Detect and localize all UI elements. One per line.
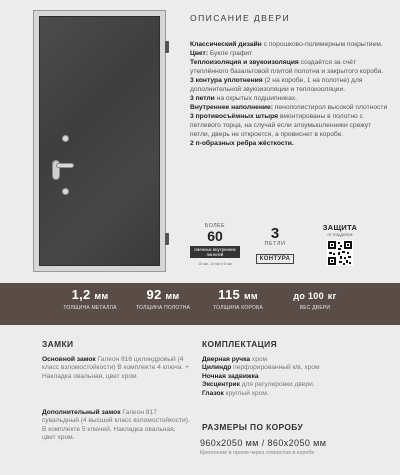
kit-title: КОМПЛЕКТАЦИЯ: [202, 339, 277, 349]
spec-leaf: 92 мм ТОЛЩИНА ПОЛОТНА: [135, 287, 191, 311]
description-item: 3 контура уплотнения (2 на коробе, 1 на полотне) для дополнительной звукоизоляции и теплоизоляции.: [190, 77, 363, 93]
kit-list: [202, 356, 377, 398]
description-item: Классический дизайн с порошково-полимерным покрытием.: [190, 41, 383, 48]
description-item: Цвет: Букле графит: [190, 50, 253, 57]
hinge-icon: [165, 233, 169, 245]
bottom-section: [0, 325, 400, 475]
kit-item: Цилиндр перфорированный к/в, хром: [202, 364, 320, 372]
qr-code-icon: [327, 240, 353, 266]
description-item: 3 петли на скрытых подшипниках.: [190, 95, 298, 102]
main-lock-text: Основной замок Галеон 816 цилиндровый (4 класс взломостойкости) В комплекте 4 ключа. + Накладка овальная, цвет хром.: [42, 356, 189, 380]
description-item: 2 п-образных ребра жёсткости.: [190, 140, 294, 147]
description-item: Теплоизоляция и звукоизоляция создаётся за счёт утеплённого базальтовой плитой полотна и закрытого короба.: [190, 59, 384, 75]
description-item: Внутреннее наполнение: пенополистирол высокой плотности: [190, 104, 388, 111]
hinge-icon: [165, 41, 169, 53]
protection-title: ЗАЩИТА: [322, 223, 358, 232]
feature-badges: [190, 223, 390, 271]
panels-badge: [190, 223, 240, 271]
hinges-badge: [250, 223, 300, 271]
description-list: [190, 40, 390, 148]
locks-title: ЗАМКИ: [42, 339, 74, 349]
hinges-badge-box: КОНТУРА: [256, 254, 295, 264]
protection-sub: от подделок: [327, 232, 353, 237]
kit-item: Ночная задвижка: [202, 372, 259, 380]
door-frame: [33, 10, 166, 272]
spec-metal: 1,2 мм ТОЛЩИНА МЕТАЛЛА: [63, 287, 117, 311]
extra-lock-text: Дополнительный замок Галеон 817 сувальдный (4 высший класс взломостойкости). В комплекте 5 ключей. Накладка овальная, цвет хром.: [42, 409, 190, 442]
kit-item: Глазок круглый хром.: [202, 389, 269, 397]
panels-badge-value: 60: [207, 228, 223, 244]
specs-band: [0, 283, 400, 325]
sizes-title: РАЗМЕРЫ ПО КОРОБУ: [202, 422, 304, 432]
door-handle-icon: [56, 163, 74, 168]
kit-item: Эксцентрик для регулировки двери.: [202, 381, 315, 389]
description-item: 3 противосъёмных штыря вмонтированы в полотно с петлевого торца, на случай если злоумышленники срежут петли, дверь не откроется, а провиснет в коробе.: [190, 113, 372, 138]
lower-lock-icon: [62, 188, 69, 195]
sizes-value: 960х2050 мм / 860х2050 мм: [200, 438, 327, 448]
door-leaf: [39, 16, 160, 266]
panels-badge-label: сменных внутренних панелей: [190, 246, 240, 258]
kit-item: Дверная ручка хром: [202, 356, 268, 363]
protection-badge: [310, 223, 370, 271]
panels-badge-note: 16 мм, 10 мм и 8 мм: [198, 262, 232, 266]
hinges-badge-label: ПЕТЛИ: [264, 241, 286, 247]
spec-frame: 115 мм ТОЛЩИНА КОРОБА: [213, 287, 263, 311]
spec-weight: до 100 кг ВЕС ДВЕРИ: [293, 291, 337, 311]
sizes-block: [200, 438, 326, 456]
sizes-note: Крепление в проем через отверстия в коробе: [200, 450, 315, 456]
panels-badge-top: БОЛЕЕ: [204, 223, 226, 229]
hinges-badge-value: 3: [270, 225, 280, 242]
description-title: ОПИСАНИЕ ДВЕРИ: [190, 13, 291, 23]
upper-lock-icon: [62, 135, 69, 142]
